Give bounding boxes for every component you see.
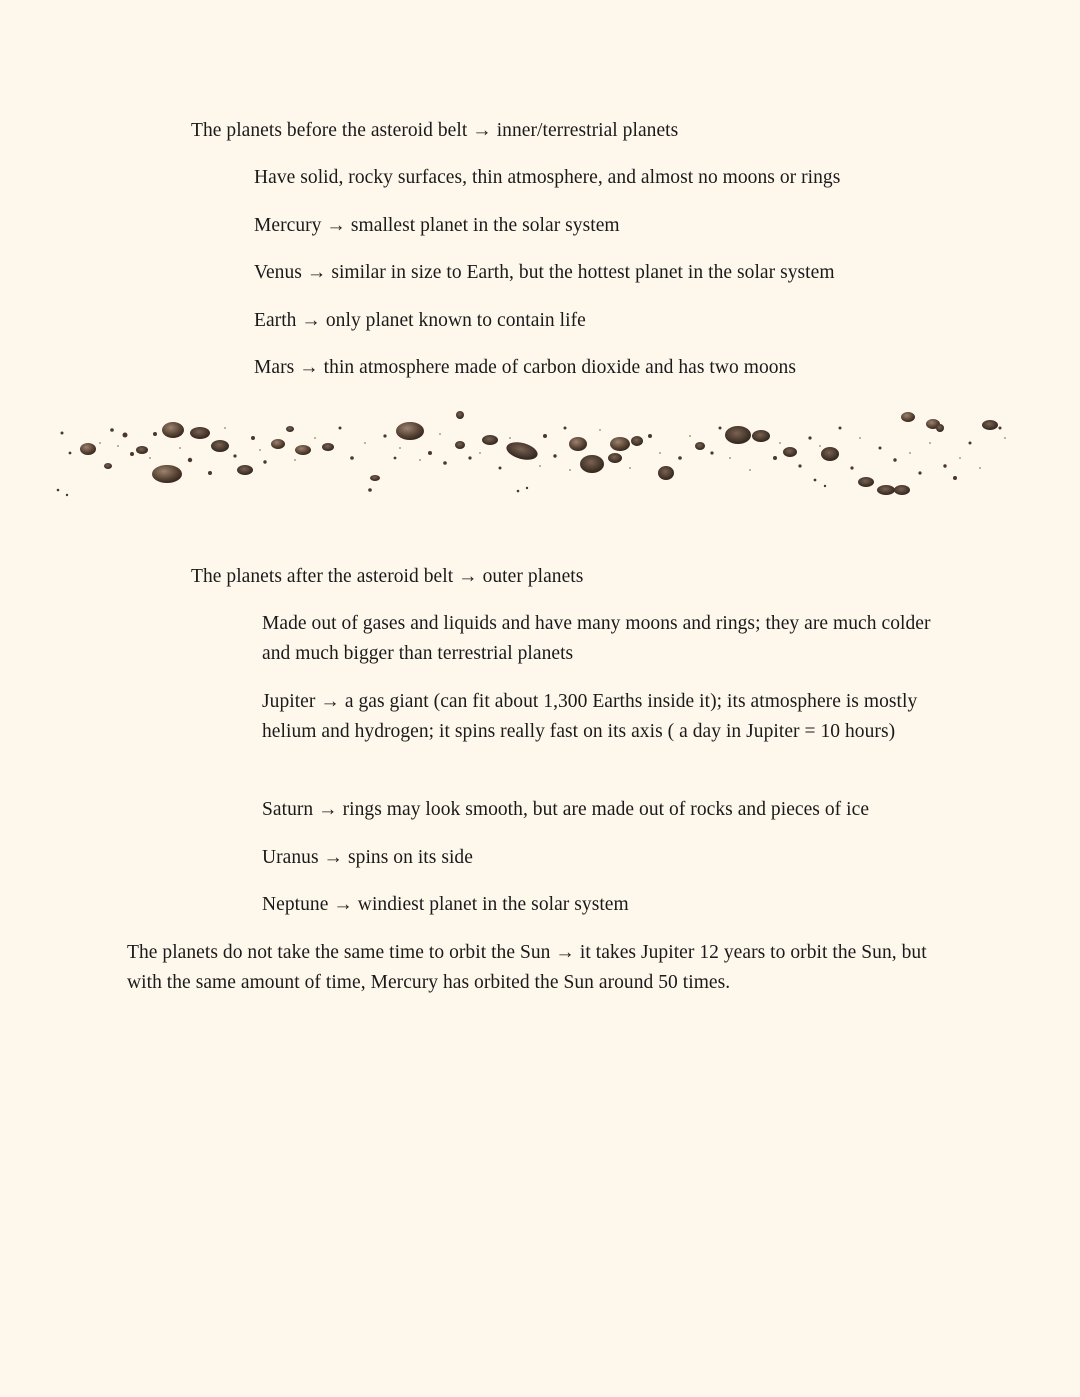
outer-planets-item: Jupiter → a gas giant (can fit about 1,300 Earths inside it); its atmosphere is mostly helium and hydrogen; it spins really fast on its axis ( a day in Jupiter = 10 hours) xyxy=(262,691,918,742)
inner-planets-item: Mars → thin atmosphere made of carbon dioxide and has two moons xyxy=(254,357,796,378)
outer-planets-heading: The planets after the asteroid belt → outer planets xyxy=(191,566,584,587)
orbit-comparison-paragraph: The planets do not take the same time to orbit the Sun → it takes Jupiter 12 years to orbit the Sun, but with the same amount of time, Mercury has orbited the Sun around 50 times. xyxy=(127,942,927,993)
inner-planets-item: Mercury → smallest planet in the solar system xyxy=(254,215,620,236)
inner-planets-item: Venus → similar in size to Earth, but the hottest planet in the solar system xyxy=(254,262,835,283)
inner-planets-item: Have solid, rocky surfaces, thin atmosphere, and almost no moons or rings xyxy=(254,167,841,188)
outer-planets-item: Neptune → windiest planet in the solar system xyxy=(262,894,629,915)
asteroid-belt-image xyxy=(40,398,1020,508)
outer-planets-item: Saturn → rings may look smooth, but are made out of rocks and pieces of ice xyxy=(262,799,870,820)
inner-planets-item: Earth → only planet known to contain life xyxy=(254,310,586,331)
outer-planets-item: Uranus → spins on its side xyxy=(262,847,473,868)
inner-planets-heading: The planets before the asteroid belt → inner/terrestrial planets xyxy=(191,120,679,141)
outer-planets-item: Made out of gases and liquids and have many moons and rings; they are much colder and much bigger than terrestrial planets xyxy=(262,613,931,664)
